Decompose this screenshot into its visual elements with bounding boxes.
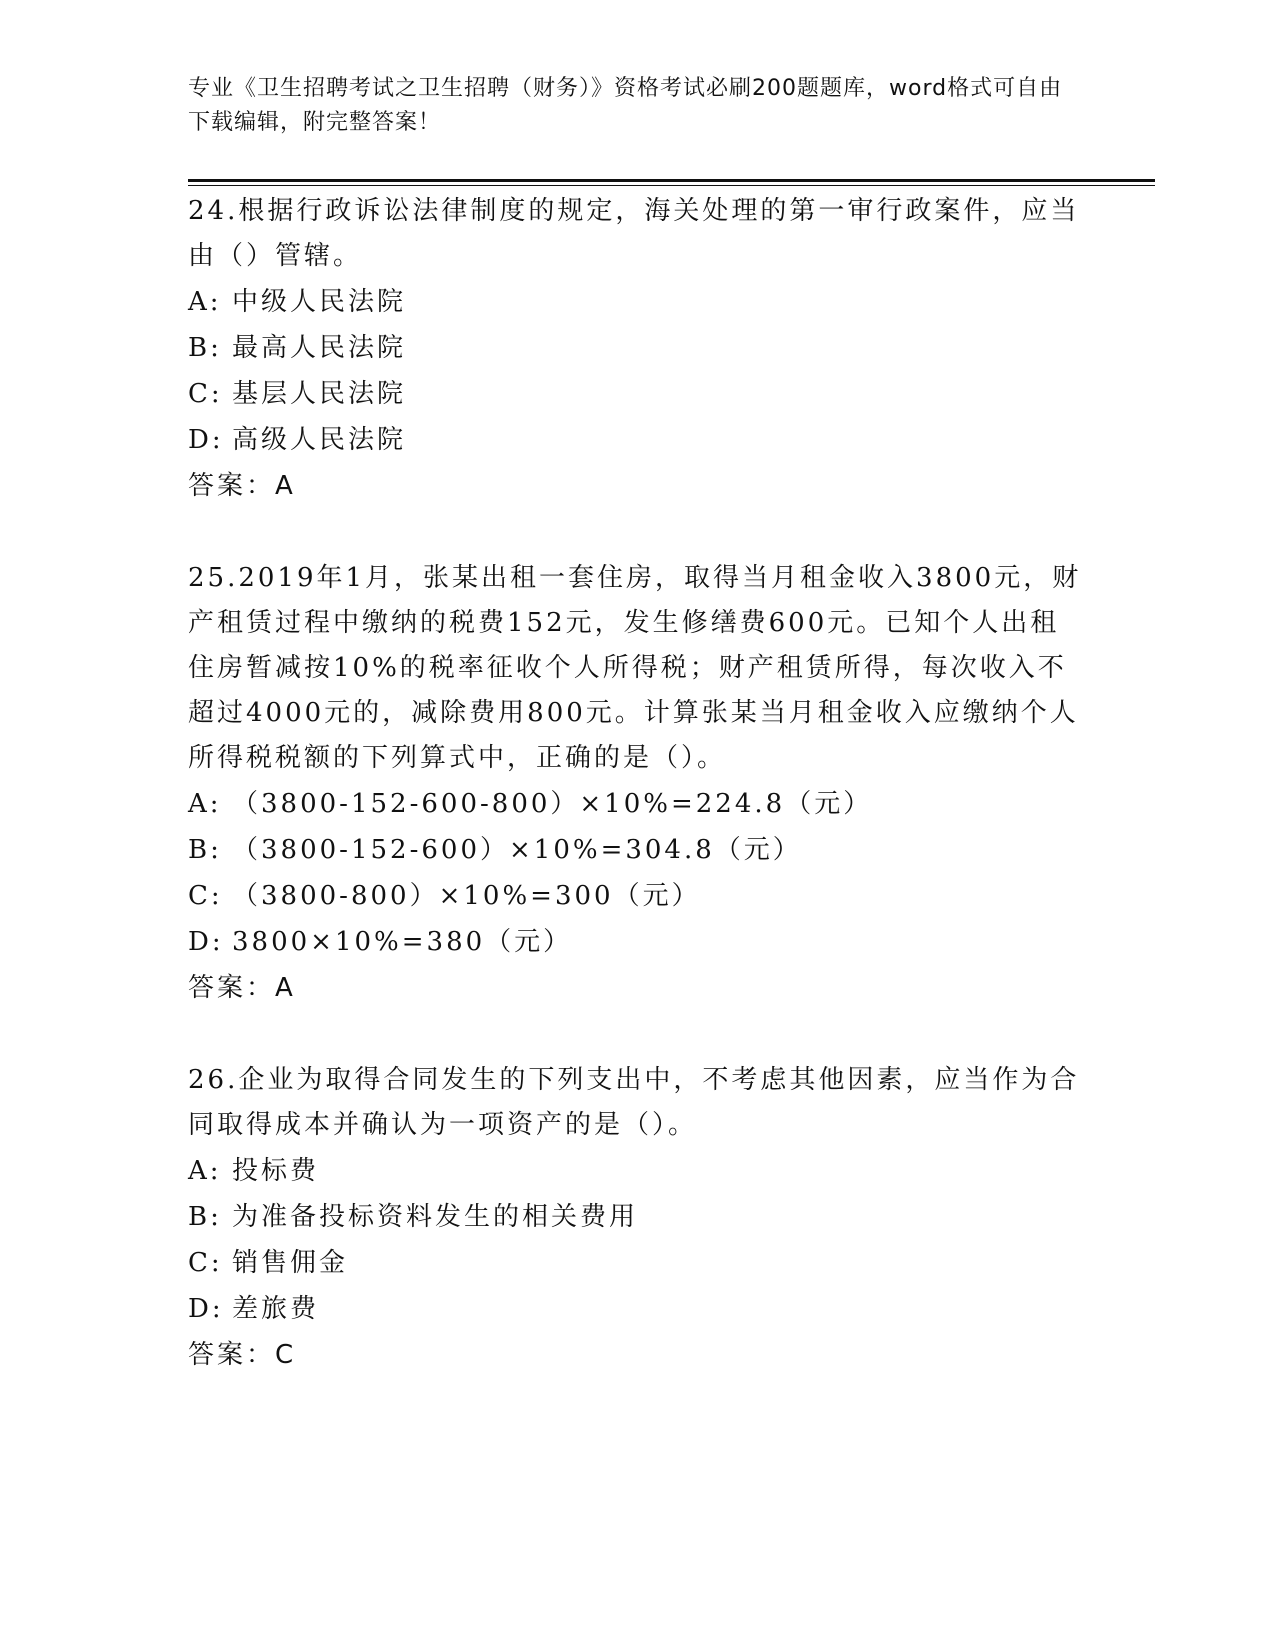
header-divider-thick [188,179,1155,182]
answer-line: 答案：A [188,973,296,1003]
option-d [188,417,1088,463]
option-c [188,1240,1088,1286]
question-stem: 25.2019年1月，张某出租一套住房，取得当月租金收入3800元，财产租赁过程中缴纳的税费152元，发生修缮费600元。已知个人出租住房暂减按10%的税率征收个人所得税；财产租赁所得，每次收入不超过4000元的，减除费用800元。计算张某当月租金收入应缴纳个人所得税税额的下列算式中，正确的是（）。 [188,563,1082,773]
option-letter: A: [188,1156,222,1186]
question-26 [188,1058,1088,1378]
option-text: 基层人民法院 [232,379,407,409]
option-text: 最高人民法院 [232,333,407,363]
header-divider-thin [188,185,1155,186]
option-a [188,279,1088,325]
answer-line: 答案：C [188,1340,297,1370]
option-text: （3800-800）×10%=300（元） [232,881,701,911]
option-letter: B: [188,1202,222,1232]
option-letter: B: [188,333,222,363]
option-letter: A: [188,789,222,819]
option-b [188,827,1088,873]
option-text: 为准备投标资料发生的相关费用 [232,1202,639,1232]
document-header: 专业《卫生招聘考试之卫生招聘（财务）》资格考试必刷200题题库，word格式可自由下载编辑，附完整答案！ [188,76,1063,135]
option-text: 差旅费 [232,1294,320,1324]
option-a [188,781,1088,827]
question-stem: 24.根据行政诉讼法律制度的规定，海关处理的第一审行政案件，应当由（）管辖。 [188,196,1080,271]
option-b [188,325,1088,371]
option-letter: A: [188,287,222,317]
option-letter: C: [188,881,223,911]
option-c [188,371,1088,417]
question-24 [188,189,1088,509]
option-letter: D: [188,927,224,957]
answer-line: 答案：A [188,471,296,501]
option-letter: C: [188,379,223,409]
option-d [188,1286,1088,1332]
option-text: 高级人民法院 [232,425,407,455]
question-stem: 26.企业为取得合同发生的下列支出中，不考虑其他因素，应当作为合同取得成本并确认为一项资产的是（）。 [188,1065,1080,1140]
question-25 [188,556,1088,1011]
option-text: 3800×10%=380（元） [232,927,573,957]
option-text: 中级人民法院 [232,287,407,317]
option-d [188,919,1088,965]
option-letter: D: [188,425,224,455]
option-text: 销售佣金 [232,1248,349,1278]
option-text: （3800-152-600-800）×10%=224.8（元） [232,789,873,819]
option-letter: D: [188,1294,224,1324]
option-letter: B: [188,835,222,865]
option-text: （3800-152-600）×10%=304.8（元） [232,835,802,865]
option-a [188,1148,1088,1194]
option-b [188,1194,1088,1240]
option-text: 投标费 [232,1156,320,1186]
option-letter: C: [188,1248,223,1278]
option-c [188,873,1088,919]
